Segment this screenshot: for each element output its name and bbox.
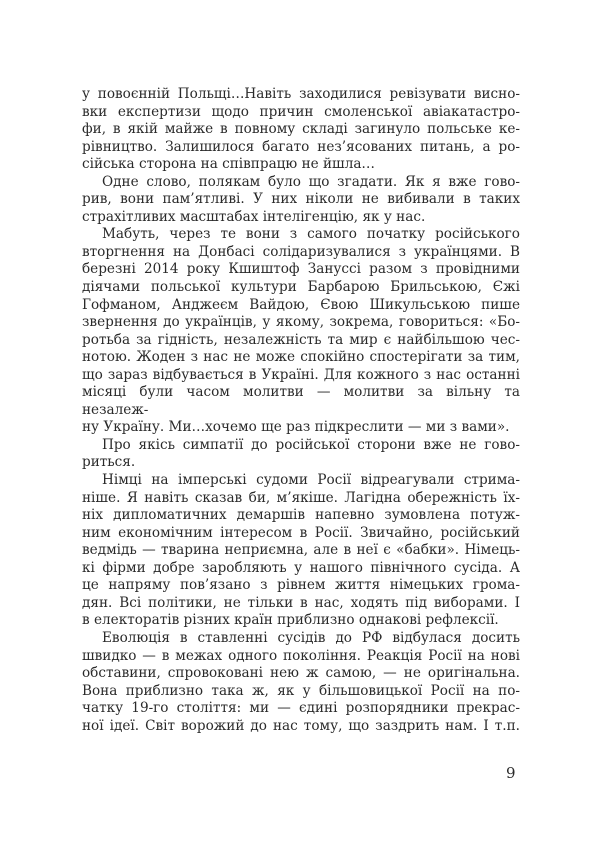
paragraph: [82, 174, 520, 227]
text-line: фи, в якій майже в повному складі загинуло польське ке-: [82, 121, 520, 138]
text-line: сійська сторона на співпрацю не йшла…: [82, 156, 376, 173]
paragraph: [82, 472, 520, 630]
text-line: у повоєнній Польщі…Навіть заходилися ревізувати висно-: [82, 86, 520, 102]
text-line: ведмідь — тварина неприємна, але в неї є «бабки». Німець-: [82, 542, 520, 559]
text-line: Вона приблизно така ж, як у більшовицької Росії на по-: [82, 682, 520, 699]
paragraph: [82, 226, 520, 437]
text-line: рив, вони пам’ятливі. У них ніколи не вибивали в таких: [82, 191, 520, 208]
text-line: дян. Всі політики, не тільки в нас, ходять під виборами. І: [82, 594, 520, 611]
text-line: Мабуть, через те вони з самого початку російського: [102, 226, 520, 243]
text-line: кі фірми добре заробляють у нашого північного сусіда. А: [82, 559, 520, 576]
text-line: діячами польської культури Барбарою Брильською, Єжі: [82, 279, 520, 296]
text-line: ної ідеї. Світ ворожий до нас тому, що заздрить нам. І т.п.: [82, 717, 520, 734]
text-line: Одне слово, полякам було що згадати. Як я вже гово-: [102, 173, 520, 190]
text-line: страхітливих масштабах інтелігенцію, як у нас.: [82, 208, 426, 225]
text-line: місяці були часом молитви — молитви за вільну та незалеж-: [82, 384, 520, 418]
text-line: обставини, спровоковані нею ж самою, — не оригінальна.: [82, 665, 520, 682]
text-line: риться.: [82, 454, 136, 471]
page-number: 9: [506, 764, 516, 782]
text-line: ніх дипломатичних демаршів напевно зумовлена потуж-: [82, 507, 520, 524]
text-line: чатку 19-го століття: ми — єдині розпорядники прекрас-: [82, 700, 520, 717]
text-line: Про якісь симпатії до російської сторони вже не гово-: [102, 436, 520, 453]
text-line: рівництво. Залишилося багато нез’ясованих питань, а ро-: [82, 138, 520, 155]
text-line: ротьба за гідність, незалежність та мир є найбільшою чес-: [82, 331, 520, 348]
text-line: ним економічним інтересом в Росії. Звичайно, російський: [82, 524, 520, 541]
text-line: ну Україну. Ми…хочемо ще раз підкреслити — ми з вами».: [82, 419, 510, 436]
page-body: [82, 86, 520, 735]
text-line: швидко — в межах одного покоління. Реакція Росії на нові: [82, 647, 520, 664]
text-line: звернення до українців, у якому, зокрема, говориться: «Бо-: [82, 314, 520, 331]
text-line: Гофманом, Анджеєм Вайдою, Євою Шикульською пише: [82, 296, 520, 313]
text-line: що зараз відбувається в Україні. Для кожного з нас останні: [82, 366, 520, 383]
text-line: ніше. Я навіть сказав би, м’якіше. Лагідна обережність їх-: [82, 489, 520, 506]
text-line: вторгнення на Донбасі солідаризувалися з українцями. В: [82, 243, 520, 260]
text-line: Німці на імперські судоми Росії відреагували стрима-: [102, 472, 520, 489]
paragraph: [82, 86, 520, 174]
paragraph: [82, 630, 520, 735]
text-line: в електоратів різних країн приблизно однакові рефлексії.: [82, 612, 499, 629]
text-line: березні 2014 року Кшиштоф Зануссі разом з провідними: [82, 261, 520, 278]
text-line: Еволюція в ставленні сусідів до РФ відбулася досить: [102, 629, 520, 646]
text-line: це напряму пов’язано з рівнем життя німецьких грома-: [82, 577, 520, 594]
text-line: нотою. Жоден з нас не може спокійно спостерігати за тим,: [82, 349, 520, 366]
paragraph: [82, 437, 520, 472]
text-line: вки експертизи щодо причин смоленської авіакатастро-: [82, 103, 520, 120]
